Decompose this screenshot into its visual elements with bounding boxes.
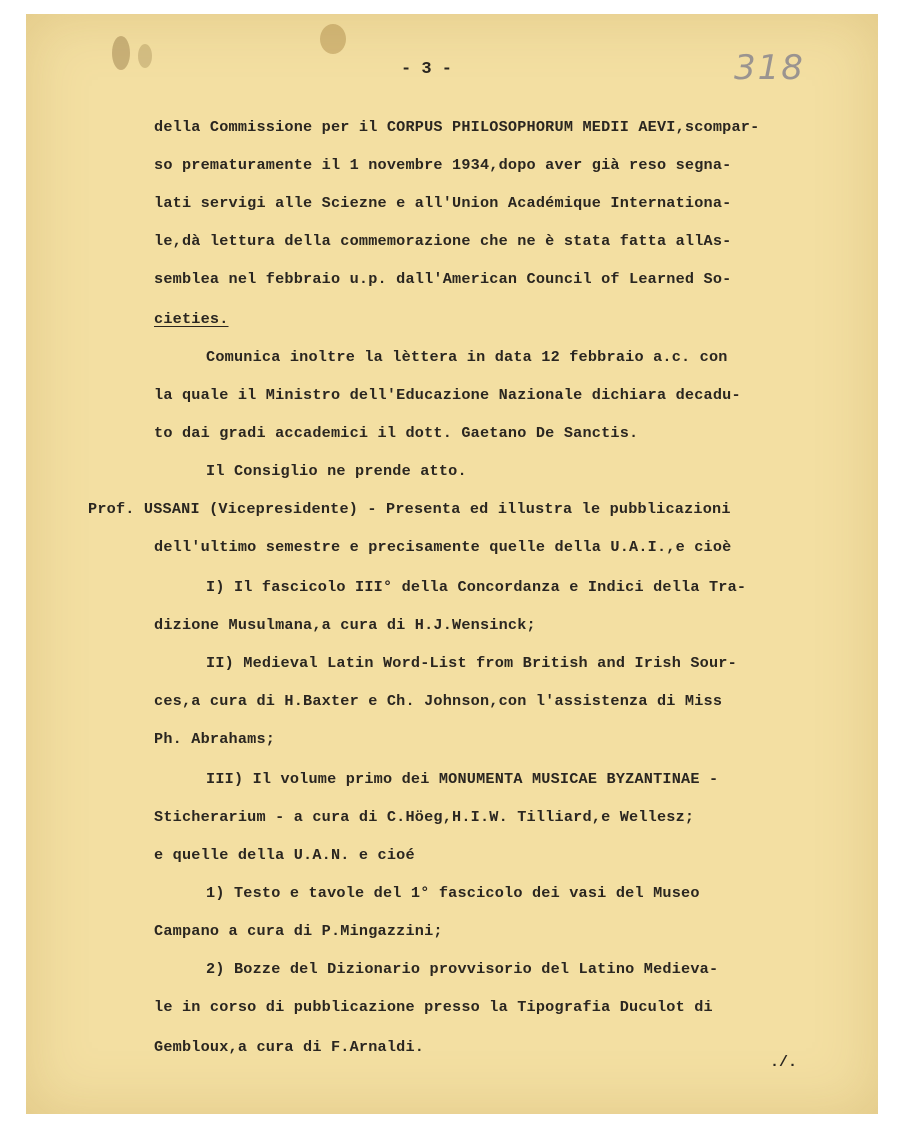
text-line: ces,a cura di H.Baxter e Ch. Johnson,con l'assistenza di Miss [154,692,723,710]
text-line: della Commissione per il CORPUS PHILOSOPHORUM MEDII AEVI,scompar- [154,118,760,136]
text-line: Sticherarium - a cura di C.Höeg,H.I.W. Tilliard,e Wellesz; [154,808,695,826]
stain-mark [138,44,152,68]
text-line: lati servigi alle Sciezne e all'Union Académique Internationa- [154,194,732,212]
text-line: le,dà lettura della commemorazione che ne è stata fatta allAs- [154,232,732,250]
text-line: to dai gradi accademici il dott. Gaetano De Sanctis. [154,424,639,442]
text-line: so prematuramente il 1 novembre 1934,dopo aver già reso segna- [154,156,732,174]
continuation-mark: ./. [770,1054,798,1071]
stain-mark [112,36,130,70]
text-line: dell'ultimo semestre e precisamente quelle della U.A.I.,e cioè [154,538,732,556]
text-line: semblea nel febbraio u.p. dall'American Council of Learned So- [154,270,732,288]
text-line: Prof. USSANI (Vicepresidente) - Presenta ed illustra le pubblicazioni [88,500,731,518]
text-line: le in corso di pubblicazione presso la Tipografia Duculot di [154,998,713,1016]
text-line: Il Consiglio ne prende atto. [206,462,467,480]
text-line: Comunica inoltre la lèttera in data 12 febbraio a.c. con [206,348,728,366]
text-line: III) Il volume primo dei MONUMENTA MUSICAE BYZANTINAE - [206,770,719,788]
text-line: e quelle della U.A.N. e cioé [154,846,415,864]
text-line: cieties. [154,310,229,328]
text-line: Gembloux,a cura di F.Arnaldi. [154,1038,425,1056]
stain-mark [320,24,346,54]
text-line: II) Medieval Latin Word-List from British and Irish Sour- [206,654,737,672]
text-line: I) Il fascicolo III° della Concordanza e Indici della Tra- [206,578,747,596]
text-line: Campano a cura di P.Mingazzini; [154,922,443,940]
text-line: dizione Musulmana,a cura di H.J.Wensinck; [154,616,536,634]
document-page [26,14,878,1114]
text-line: 2) Bozze del Dizionario provvisorio del Latino Medieva- [206,960,719,978]
text-line: Ph. Abrahams; [154,730,276,748]
text-line: la quale il Ministro dell'Educazione Nazionale dichiara decadu- [154,386,741,404]
archive-number: 318 [734,48,805,88]
text-line: 1) Testo e tavole del 1° fascicolo dei vasi del Museo [206,884,700,902]
page-number: - 3 - [401,60,453,79]
